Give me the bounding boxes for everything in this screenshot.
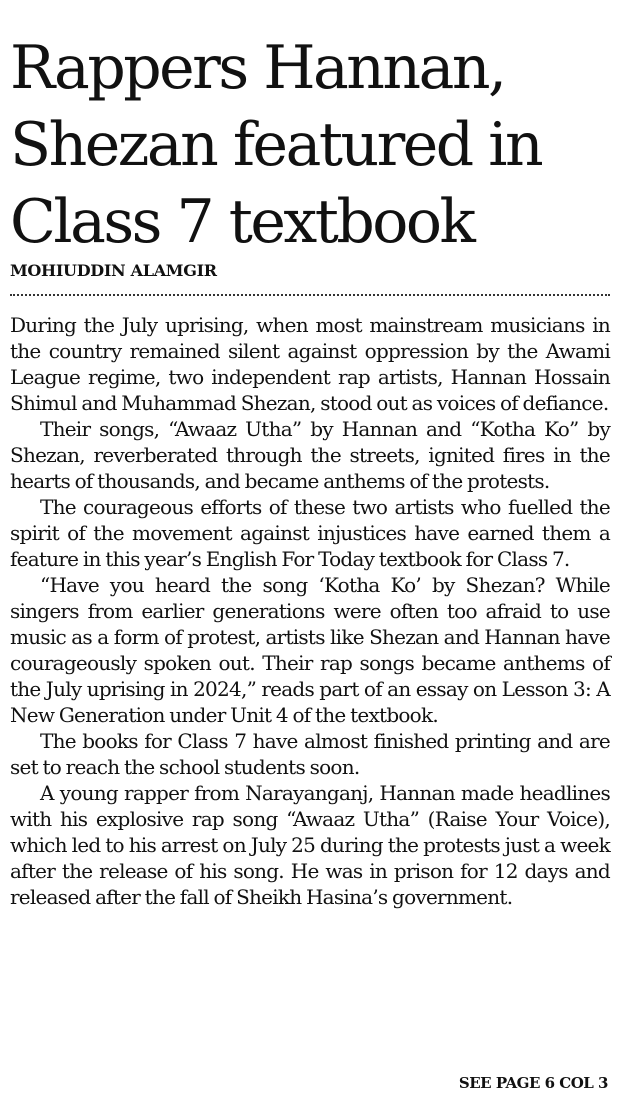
paragraph-2: Their songs, “Awaaz Utha” by Hannan and “Kotha Ko” by Shezan, reverberated through the streets, ignited fires in the hearts of thousands, and became anthems of the protests. [10,417,610,493]
headline-line-3: Class 7 textbook [10,187,474,257]
headline-line-1: Rappers Hannan, [10,33,505,103]
dotted-divider [10,294,610,296]
paragraph-1: During the July uprising, when most mainstream musicians in the country remained silent against oppression by the Awami League regime, two independent rap artists, Hannan Hossain Shimul and Muhammad Shezan, stood out as voices of defiance. [10,313,610,415]
headline-line-2: Shezan featured in [10,110,542,180]
byline: MOHIUDDIN ALAMGIR [10,261,217,280]
article-body [10,312,610,910]
continuation-reference: SEE PAGE 6 COL 3 [458,1074,608,1092]
paragraph-4: “Have you heard the song ‘Kotha Ko’ by Shezan? While singers from earlier generations were often too afraid to use music as a form of protest, artists like Shezan and Hannan have courageously spoken out. Their rap songs became anthems of the July uprising in 2024,” reads part of an essay on Lesson 3: A New Generation under Unit 4 of the textbook. [10,573,610,727]
headline [10,30,610,261]
paragraph-6: A young rapper from Narayanganj, Hannan made headlines with his explosive rap song “Awaaz Utha” (Raise Your Voice), which led to his arrest on July 25 during the protests just a week after the release of his song. He was in prison for 12 days and released after the fall of Sheikh Hasina’s government. [10,781,610,909]
paragraph-3: The courageous efforts of these two artists who fuelled the spirit of the movement against injustices have earned them a feature in this year’s English For Today textbook for Class 7. [10,495,610,571]
paragraph-5: The books for Class 7 have almost finished printing and are set to reach the school students soon. [10,729,610,779]
